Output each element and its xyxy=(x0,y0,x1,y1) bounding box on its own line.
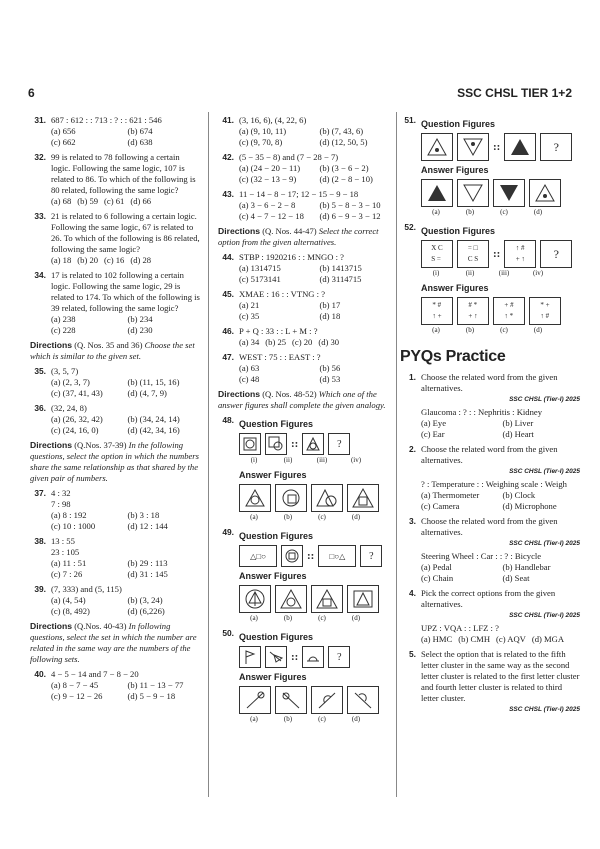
question-body xyxy=(239,115,396,148)
question-body xyxy=(51,152,200,207)
question-item xyxy=(218,189,396,222)
pyq-number: 5. xyxy=(409,649,416,659)
question-item xyxy=(30,488,200,532)
directions-37-39: Directions (Q.Nos. 37-39) In the following questions, select the option in which the numbers share the same relationship as that shared by the given pair of numbers. xyxy=(30,440,199,483)
option: (a) 63 xyxy=(239,363,260,373)
option: (d) 28 xyxy=(130,255,152,265)
option: (d) 31 : 145 xyxy=(127,569,168,579)
option: (d) (12, 50, 5) xyxy=(319,137,368,147)
question-number: 43. xyxy=(222,189,234,199)
question-number: 47. xyxy=(222,352,234,362)
question-text: (5 − 35 − 8) and (7 − 28 − 7) xyxy=(239,152,339,162)
pyq-number: 1. xyxy=(409,372,416,382)
question-body xyxy=(51,366,200,399)
question-number: 46. xyxy=(222,326,234,336)
option: (b) (3, 24) xyxy=(127,595,163,605)
pyq-text: Choose the related word from the given alternatives. xyxy=(421,516,558,537)
pyq-item xyxy=(400,649,580,715)
question-figures-49: △□○ :: □○△ ? xyxy=(239,545,396,567)
pyq-body xyxy=(421,649,580,715)
pyq-number: 3. xyxy=(409,516,416,526)
question-48: 48. Question Figures :: ? (i) (ii) (iii) (iv) Answer Figures (a) (b) (c) (d) xyxy=(218,415,396,523)
question-mark-box: ? xyxy=(360,545,382,567)
option: (b) Handlebar xyxy=(502,562,551,572)
question-text: 4 : 32 xyxy=(51,488,71,498)
option: (b) CMH xyxy=(458,634,491,644)
question-number: 41. xyxy=(222,115,234,125)
answer-figures-label: Answer Figures xyxy=(239,470,307,480)
question-item xyxy=(218,352,396,385)
option: (b) 59 xyxy=(77,196,99,206)
question-body xyxy=(239,326,396,348)
question-mark-box: ? xyxy=(328,433,350,455)
question-number: 44. xyxy=(222,252,234,262)
option: (d) 5 − 9 − 18 xyxy=(127,691,176,701)
directions-44-47: Directions (Q. Nos. 44-47) Select the correct option from the given alternatives. xyxy=(218,226,379,247)
question-item xyxy=(30,669,200,702)
pyq-stem: Glaucoma : ? : : Nephritis : Kidney xyxy=(421,407,543,417)
option: (b) 234 xyxy=(127,314,153,324)
option: (c) 61 xyxy=(104,196,125,206)
options xyxy=(421,562,580,584)
option: (c) 228 xyxy=(51,325,76,335)
question-text-2: 7 : 98 xyxy=(51,499,71,509)
semicircle-line-figure xyxy=(302,646,324,668)
option: (d) 30 xyxy=(318,337,340,347)
question-body xyxy=(239,289,396,322)
running-title: SSC CHSL TIER 1+2 xyxy=(457,86,572,100)
question-body xyxy=(51,669,200,702)
directions-35-36: Directions (Q. Nos. 35 and 36) Choose the set which is similar to the given set. xyxy=(30,340,195,361)
options xyxy=(51,414,200,436)
question-52: 52. Question Figures X C S = = □ C S :: ↑ # + ↑ ? (i) (ii) (iii) (iv) Answer Figures * # ↑ + # * + ↑ + # ↑ * * + ↑ # (a) (b) (c) (d) xyxy=(400,222,580,336)
question-body xyxy=(51,584,200,617)
directions-48-52: Directions (Q. Nos. 48-52) Which one of the answer figures shall complete the given analogy. xyxy=(218,389,386,410)
question-item xyxy=(30,536,200,580)
options xyxy=(51,314,200,336)
option: (a) 34 xyxy=(239,337,260,347)
question-body xyxy=(51,115,200,148)
option: (a) 18 xyxy=(51,255,72,265)
option: (b) (7, 43, 6) xyxy=(319,126,364,136)
pyq-body xyxy=(421,444,580,512)
question-number: 31. xyxy=(34,115,46,125)
question-item xyxy=(218,326,396,348)
option: (c) 35 xyxy=(239,311,260,321)
question-body xyxy=(51,403,200,436)
option: (a) 8 − 7 − 45 xyxy=(51,680,99,690)
option: (a) 238 xyxy=(51,314,76,324)
question-body xyxy=(51,270,200,336)
answer-figures-48 xyxy=(239,484,396,512)
option: (b) 1413715 xyxy=(319,263,362,273)
pyq-text: Select the option that is related to the fifth letter cluster in the same way as the second letter cluster is related to the first letter cluster and fourth letter cluster is related to third letter cluster. xyxy=(421,649,580,703)
pyq-item xyxy=(400,588,580,645)
question-text: WEST : 75 : : EAST : ? xyxy=(239,352,321,362)
option: (d) Heart xyxy=(502,429,534,439)
pyq-source: SSC CHSL (Tier-I) 2025 xyxy=(509,468,580,475)
question-item xyxy=(30,403,200,436)
page-number: 6 xyxy=(28,86,35,100)
pyqs-practice-heading: PYQs Practice xyxy=(400,348,506,365)
question-number: 35. xyxy=(34,366,46,376)
circle-cross-figure xyxy=(281,545,303,567)
option: (a) 68 xyxy=(51,196,72,206)
pyq-text: Choose the related word from the given alternatives. xyxy=(421,444,558,465)
options xyxy=(421,418,580,440)
column-divider xyxy=(208,112,209,797)
question-item xyxy=(218,289,396,322)
answer-figures-50 xyxy=(239,686,396,714)
option: (b) 56 xyxy=(319,363,341,373)
question-number: 45. xyxy=(222,289,234,299)
question-number: 38. xyxy=(34,536,46,546)
option: (b) 17 xyxy=(319,300,341,310)
option: (c) 7 : 26 xyxy=(51,569,83,579)
column-divider xyxy=(396,112,397,797)
question-figures-52: X C S = = □ C S :: ↑ # + ↑ ? xyxy=(421,240,580,268)
question-text: P + Q : 33 : : L + M : ? xyxy=(239,326,318,336)
pyq-source: SSC CHSL (Tier-I) 2025 xyxy=(509,706,580,713)
option: (a) 21 xyxy=(239,300,260,310)
option: (b) 3 : 18 xyxy=(127,510,160,520)
option: (c) 662 xyxy=(51,137,76,147)
option: (c) (32 − 13 − 9) xyxy=(239,174,297,184)
pyq-number: 2. xyxy=(409,444,416,454)
pyq-text: Pick the correct options from the given alternatives. xyxy=(421,588,556,609)
option: (c) Ear xyxy=(421,429,445,439)
page-header xyxy=(28,86,572,102)
question-mark-box: ? xyxy=(328,646,350,668)
option: (d) 6 − 9 − 3 − 12 xyxy=(319,211,381,221)
option: (a) Eye xyxy=(421,418,447,428)
option: (d) 230 xyxy=(127,325,153,335)
question-item xyxy=(30,270,200,336)
option: (b) 11 − 13 − 77 xyxy=(127,680,184,690)
option: (c) Camera xyxy=(421,501,460,511)
options xyxy=(51,196,200,207)
option: (c) 16 xyxy=(104,255,125,265)
question-text: 11 − 14 − 8 − 17; 12 − 15 − 9 − 18 xyxy=(239,189,359,199)
option: (b) 20 xyxy=(77,255,99,265)
option: (b) Clock xyxy=(502,490,536,500)
question-number: 42. xyxy=(222,152,234,162)
option: (c) Chain xyxy=(421,573,454,583)
options xyxy=(51,255,200,266)
question-text: 687 : 612 : : 713 : ? : : 621 : 546 xyxy=(51,115,162,125)
pyq-source: SSC CHSL (Tier-I) 2025 xyxy=(509,612,580,619)
question-50: 50. Question Figures :: ? Answer Figures (a) (b) (c) (d) xyxy=(218,628,396,725)
pyq-item xyxy=(400,372,580,440)
pyq-number: 4. xyxy=(409,588,416,598)
option: (a) (9, 10, 11) xyxy=(239,126,287,136)
question-item xyxy=(30,115,200,148)
option: (d) MGA xyxy=(531,634,565,644)
answer-figures-52: * # ↑ + # * + ↑ + # ↑ * * + ↑ # xyxy=(421,297,580,325)
option: (a) HMC xyxy=(421,634,453,644)
pyq-item xyxy=(400,444,580,512)
question-number: 39. xyxy=(34,584,46,594)
flag-figure xyxy=(239,646,261,668)
pyq-source: SSC CHSL (Tier-I) 2025 xyxy=(509,396,580,403)
squares-circle-figure xyxy=(265,433,287,455)
option: (d) 638 xyxy=(127,137,153,147)
options xyxy=(51,680,200,702)
answer-figures-49 xyxy=(239,585,396,613)
option: (c) 10 : 1000 xyxy=(51,521,96,531)
option: (a) 656 xyxy=(51,126,76,136)
question-item xyxy=(30,366,200,399)
pyq-body xyxy=(421,372,580,440)
options xyxy=(239,300,396,322)
pyq-stem: UPZ : VQA : : LFZ : ? xyxy=(421,623,499,633)
option: (c) (8, 492) xyxy=(51,606,90,616)
option: (d) (2 − 8 − 10) xyxy=(319,174,373,184)
column-3 xyxy=(400,115,580,719)
question-text-2: 23 : 105 xyxy=(51,547,80,557)
option: (d) 18 xyxy=(319,311,341,321)
question-text: 17 is related to 102 following a certain logic. Following the same logic, 29 is related to 174. To which of the following is 39 related, following the same logic? xyxy=(51,270,200,313)
question-figures-label: Question Figures xyxy=(239,419,314,429)
option: (b) Liver xyxy=(502,418,534,428)
question-item xyxy=(218,152,396,185)
question-item xyxy=(30,152,200,207)
question-figures-50: :: ? xyxy=(239,646,396,668)
option: (c) 9 − 12 − 26 xyxy=(51,691,103,701)
question-body xyxy=(51,488,200,532)
option: (a) 11 : 51 xyxy=(51,558,87,568)
question-body xyxy=(239,152,396,185)
options xyxy=(51,510,200,532)
option: (c) 4 − 7 − 12 − 18 xyxy=(239,211,304,221)
question-text: 4 − 5 − 14 and 7 − 8 − 20 xyxy=(51,669,139,679)
question-number: 32. xyxy=(34,152,46,162)
option: (d) (4, 7, 9) xyxy=(127,388,167,398)
options xyxy=(51,377,200,399)
options xyxy=(51,558,200,580)
triangle-circle-figure xyxy=(302,433,324,455)
shapes-row-figure-2: □○△ xyxy=(318,545,356,567)
option: (b) 674 xyxy=(127,126,153,136)
option: (a) (2, 3, 7) xyxy=(51,377,90,387)
question-text: 99 is related to 78 following a certain logic. Following the same logic, 107 is related to 86. To which of the following is 80 related, following the same logic? xyxy=(51,152,196,195)
question-body xyxy=(239,189,396,222)
option: (b) 29 : 113 xyxy=(127,558,168,568)
pyq-source: SSC CHSL (Tier-I) 2025 xyxy=(509,540,580,547)
question-text: (3, 16, 6), (4, 22, 6) xyxy=(239,115,307,125)
option: (b) 5 − 8 − 3 − 10 xyxy=(319,200,381,210)
pyq-stem: ? : Temperature : : Weighing scale : Weigh xyxy=(421,479,567,489)
pyq-text: Choose the related word from the given alternatives. xyxy=(421,372,558,393)
question-number: 34. xyxy=(34,270,46,280)
question-body xyxy=(51,536,200,580)
question-number: 37. xyxy=(34,488,46,498)
options xyxy=(239,126,396,148)
question-51: 51. Question Figures :: ? Answer Figures (a) (b) (c) (d) xyxy=(400,115,580,218)
option: (b) (11, 15, 16) xyxy=(127,377,180,387)
option: (d) Microphone xyxy=(502,501,557,511)
question-number: 40. xyxy=(34,669,46,679)
question-body xyxy=(239,252,396,285)
question-item xyxy=(218,252,396,285)
question-49: 49. Question Figures △□○ :: □○△ ? Answer Figures (a) (b) (c) (d) xyxy=(218,527,396,624)
option: (a) (24 − 20 − 11) xyxy=(239,163,301,173)
option: (b) (3 − 6 − 2) xyxy=(319,163,369,173)
option: (a) Thermometer xyxy=(421,490,480,500)
option: (d) 12 : 144 xyxy=(127,521,168,531)
question-body xyxy=(239,352,396,385)
option: (a) (4, 54) xyxy=(51,595,86,605)
pyq-body xyxy=(421,516,580,584)
options xyxy=(239,200,396,222)
question-figures-51: :: ? xyxy=(421,133,580,161)
option: (a) 8 : 192 xyxy=(51,510,87,520)
question-text: 13 : 55 xyxy=(51,536,75,546)
question-body xyxy=(51,211,200,266)
options xyxy=(51,126,200,148)
options xyxy=(421,490,580,512)
option: (d) 66 xyxy=(130,196,152,206)
directions-40-43: Directions (Q.Nos. 40-43) In following questions, select the set in which the number are related in the same way are the numbers of the following sets. xyxy=(30,621,197,664)
option: (c) AQV xyxy=(496,634,526,644)
question-item xyxy=(30,584,200,617)
shapes-row-figure: △□○ xyxy=(239,545,277,567)
option: (b) 25 xyxy=(265,337,287,347)
options xyxy=(239,337,396,348)
option: (b) (34, 24, 14) xyxy=(127,414,180,424)
question-figures-48: :: ? xyxy=(239,433,396,455)
option: (a) Pedal xyxy=(421,562,452,572)
option: (d) Seat xyxy=(502,573,530,583)
option: (a) 1314715 xyxy=(239,263,281,273)
option: (d) (6,226) xyxy=(127,606,165,616)
question-number: 33. xyxy=(34,211,46,221)
question-text: (32, 24, 8) xyxy=(51,403,87,413)
answer-figures-51 xyxy=(421,179,580,207)
option: (c) (9, 70, 8) xyxy=(239,137,283,147)
question-text: XMAE : 16 : : VTNG : ? xyxy=(239,289,326,299)
option: (d) (42, 34, 16) xyxy=(127,425,180,435)
pyq-item xyxy=(400,516,580,584)
pyq-stem: Steering Wheel : Car : : ? : Bicycle xyxy=(421,551,542,561)
option: (c) 48 xyxy=(239,374,260,384)
pyq-body xyxy=(421,588,580,645)
options xyxy=(239,363,396,385)
options xyxy=(421,634,580,645)
option: (c) 5173141 xyxy=(239,274,281,284)
options xyxy=(51,595,200,617)
column-2 xyxy=(218,115,396,729)
question-number: 36. xyxy=(34,403,46,413)
options xyxy=(239,163,396,185)
question-item xyxy=(30,211,200,266)
option: (c) (24, 16, 0) xyxy=(51,425,99,435)
question-item xyxy=(218,115,396,148)
circle-in-square-figure xyxy=(239,433,261,455)
option: (a) (26, 32, 42) xyxy=(51,414,103,424)
option: (a) 3 − 6 − 2 − 8 xyxy=(239,200,296,210)
question-text: (3, 5, 7) xyxy=(51,366,79,376)
option: (c) 20 xyxy=(292,337,313,347)
option: (d) 53 xyxy=(319,374,341,384)
arrow-triangle-figure xyxy=(265,646,287,668)
question-text: (7, 333) and (5, 115) xyxy=(51,584,122,594)
option: (c) (37, 41, 43) xyxy=(51,388,103,398)
column-1 xyxy=(30,115,200,706)
options xyxy=(239,263,396,285)
question-text: STBP : 1920216 : : MNGO : ? xyxy=(239,252,344,262)
option: (d) 3114715 xyxy=(319,274,362,284)
question-text: 21 is related to 6 following a certain logic. Following the same logic, 67 is related to 26. To which of the following is 86 related, following the same logic? xyxy=(51,211,200,254)
